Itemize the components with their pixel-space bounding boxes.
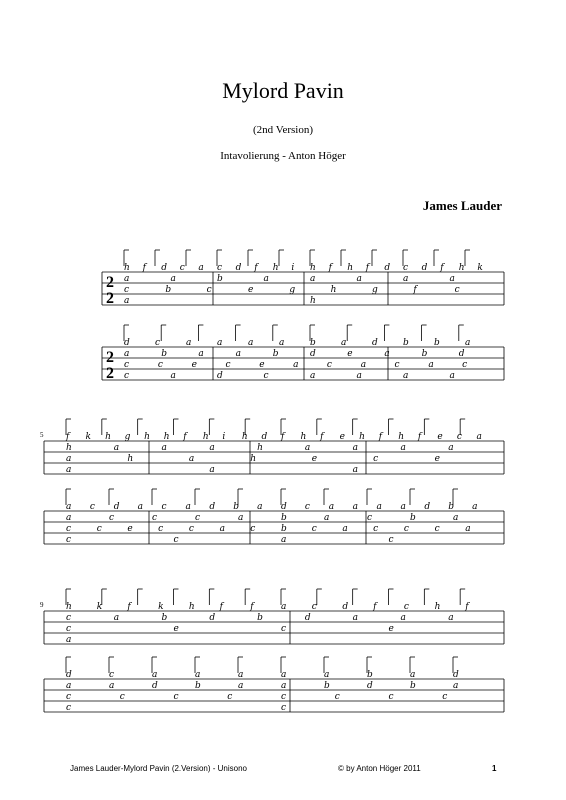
tab-letter: c — [334, 692, 340, 702]
tab-letter: a — [304, 443, 311, 453]
tab-letter: c — [250, 524, 256, 534]
tab-letter: a — [248, 338, 254, 348]
tab-letter: e — [248, 285, 254, 295]
tab-letter: d — [209, 613, 216, 623]
tab-letter: c — [388, 535, 394, 545]
tab-letter: c — [281, 624, 287, 634]
tab-letter: d — [261, 432, 268, 442]
tab-letter: c — [124, 360, 130, 370]
tab-letter: c — [434, 524, 440, 534]
tab-letter: a — [281, 535, 287, 545]
tab-letter: a — [472, 502, 478, 512]
tab-letter: h — [188, 602, 195, 612]
tab-letter: a — [219, 524, 225, 534]
tab-letter: f — [365, 263, 370, 273]
tab-letter: c — [66, 703, 72, 713]
tab-letter: a — [465, 524, 471, 534]
tab-letter: c — [217, 263, 223, 273]
tab-letter: c — [158, 524, 164, 534]
tab-letter: d — [152, 681, 158, 691]
tab-letter: a — [235, 349, 241, 359]
tab-letter: b — [367, 670, 373, 680]
tab-letter: a — [263, 274, 269, 284]
tab-letter: f — [66, 432, 70, 442]
tab-letter: h — [202, 432, 209, 442]
tab-letter: h — [434, 602, 441, 612]
tab-letter: c — [188, 524, 194, 534]
tab-letter: a — [217, 338, 223, 348]
tab-letter: a — [161, 443, 167, 453]
tab-letter: a — [356, 371, 362, 381]
time-signature-bottom: 2 — [106, 365, 114, 382]
tab-letter: e — [127, 524, 133, 534]
tab-letter: a — [352, 613, 359, 623]
tab-letter: c — [195, 513, 201, 523]
time-signature-bottom: 2 — [106, 290, 114, 307]
tab-letter: d — [304, 613, 311, 623]
tab-letter: c — [66, 535, 72, 545]
tab-letter: g — [124, 432, 131, 442]
tab-letter: d — [209, 502, 216, 512]
tab-letter: f — [281, 432, 285, 442]
tab-letter: c — [462, 360, 468, 370]
tab-letter: a — [324, 513, 330, 523]
tab-letter: a — [448, 443, 454, 453]
tab-letter: a — [310, 371, 316, 381]
tab-letter: e — [434, 454, 440, 464]
time-signature-top: 2 — [106, 349, 114, 366]
tab-letter: a — [356, 274, 362, 284]
tab-letter: c — [173, 535, 179, 545]
tab-letter: b — [310, 338, 316, 348]
tab-letter: a — [453, 513, 459, 523]
measure-number: 9 — [40, 601, 44, 609]
tab-letter: a — [400, 502, 406, 512]
tab-letter: f — [378, 432, 383, 442]
tab-letter: a — [281, 602, 287, 612]
tab-letter: h — [241, 432, 248, 442]
tab-letter: a — [124, 296, 130, 306]
tab-letter: a — [113, 443, 120, 453]
tab-letter: h — [300, 432, 307, 442]
footer-left: James Lauder-Mylord Pavin (2.Version) - Unisono — [70, 764, 247, 773]
tab-letter: e — [437, 432, 443, 442]
tab-letter: a — [352, 443, 359, 453]
tab-letter: a — [310, 274, 316, 284]
tab-letter: b — [421, 349, 428, 359]
tab-letter: a — [257, 502, 263, 512]
tab-letter: a — [238, 513, 244, 523]
tab-letter: a — [113, 613, 120, 623]
tab-letter: f — [142, 263, 146, 273]
tab-letter: c — [326, 360, 332, 370]
tab-letter: f — [465, 602, 469, 612]
tab-letter: c — [119, 692, 125, 702]
tab-letter: c — [173, 692, 179, 702]
tab-letter: a — [342, 524, 348, 534]
tab-letter: b — [410, 681, 416, 691]
tab-letter: a — [238, 670, 244, 680]
tab-letter: a — [198, 263, 204, 273]
tab-letter: a — [403, 274, 409, 284]
tab-letter: c — [124, 371, 130, 381]
tab-letter: a — [352, 465, 359, 475]
tab-letter: a — [137, 502, 144, 512]
tab-letter: e — [347, 349, 353, 359]
tab-letter: g — [289, 285, 296, 295]
tab-letter: a — [66, 454, 72, 464]
tab-letter: f — [254, 263, 258, 273]
tab-letter: c — [403, 602, 409, 612]
tab-letter: h — [347, 263, 353, 273]
tab-letter: c — [403, 263, 409, 273]
tab-letter: k — [85, 432, 92, 442]
tab-letter: f — [328, 263, 332, 273]
tab-letter: h — [272, 263, 279, 273]
tab-letter: a — [428, 360, 434, 370]
page-number: 1 — [492, 764, 497, 773]
tab-letter: a — [66, 513, 72, 523]
tab-letter: e — [173, 624, 179, 634]
time-signature-top: 2 — [106, 274, 114, 291]
tab-letter: c — [454, 285, 460, 295]
tab-letter: a — [448, 613, 454, 623]
tab-letter: d — [453, 670, 459, 680]
tab-letter: a — [170, 274, 176, 284]
tab-letter: a — [188, 454, 195, 464]
tab-letter: a — [209, 443, 215, 453]
tab-letter: a — [170, 371, 176, 381]
tab-letter: h — [257, 443, 263, 453]
tab-letter: f — [127, 602, 131, 612]
tab-letter: c — [311, 524, 317, 534]
tab-letter: d — [424, 502, 431, 512]
tab-letter: c — [161, 502, 167, 512]
tab-letter: c — [367, 513, 373, 523]
tab-letter: b — [257, 613, 263, 623]
tab-letter: h — [124, 263, 130, 273]
tab-letter: d — [372, 338, 378, 348]
tab-letter: a — [66, 635, 72, 645]
tab-letter: c — [152, 513, 158, 523]
tab-letter: a — [384, 349, 390, 359]
tab-letter: d — [281, 502, 287, 512]
tab-letter: a — [352, 502, 359, 512]
tab-letter: b — [281, 524, 287, 534]
arranger-line: Intavolierung - Anton Höger — [220, 150, 346, 162]
tab-letter: h — [105, 432, 111, 442]
measure-number: 5 — [40, 431, 44, 439]
tab-letter: c — [157, 360, 163, 370]
tab-letter: a — [66, 502, 72, 512]
tab-letter: h — [127, 454, 134, 464]
tab-letter: a — [195, 670, 201, 680]
tab-letter: a — [465, 338, 471, 348]
tab-letter: c — [373, 454, 379, 464]
tab-letter: d — [113, 502, 120, 512]
tab-letter: b — [272, 349, 279, 359]
tab-letter: a — [376, 502, 382, 512]
tab-letter: c — [456, 432, 462, 442]
tab-letter: i — [222, 432, 226, 442]
tab-letter: b — [233, 502, 239, 512]
tab-letter: c — [388, 692, 394, 702]
tab-letter: h — [144, 432, 150, 442]
tab-letter: h — [359, 432, 365, 442]
tab-letter: a — [281, 670, 287, 680]
page-title: Mylord Pavin — [222, 78, 344, 103]
tab-letter: k — [158, 602, 164, 612]
composer-name: James Lauder — [422, 198, 502, 213]
tab-letter: b — [434, 338, 440, 348]
tab-letter: h — [310, 263, 316, 273]
tab-letter: b — [281, 513, 287, 523]
tab-letter: f — [413, 285, 417, 295]
tab-letter: c — [66, 624, 72, 634]
tab-letter: a — [209, 465, 215, 475]
subtitle: (2nd Version) — [253, 124, 313, 136]
tab-letter: a — [328, 502, 335, 512]
tab-letter: c — [304, 502, 310, 512]
tab-letter: b — [448, 502, 454, 512]
tab-letter: f — [219, 602, 223, 612]
tab-letter: b — [161, 349, 167, 359]
tab-letter: c — [66, 613, 72, 623]
tab-letter: a — [410, 670, 416, 680]
tab-letter: c — [225, 360, 231, 370]
tab-letter: e — [259, 360, 265, 370]
tab-letter: a — [341, 338, 347, 348]
tab-letter: c — [66, 524, 72, 534]
tab-letter: a — [279, 338, 285, 348]
tab-letter: c — [124, 285, 130, 295]
tab-letter: a — [453, 681, 459, 691]
tab-letter: d — [235, 263, 242, 273]
tab-letter: k — [477, 263, 483, 273]
tab-letter: d — [421, 263, 428, 273]
tab-letter: c — [179, 263, 185, 273]
tab-letter: c — [281, 703, 287, 713]
tab-letter: f — [183, 432, 187, 442]
tab-letter: f — [250, 602, 254, 612]
footer-right: © by Anton Höger 2011 — [338, 764, 421, 773]
tab-letter: c — [373, 524, 379, 534]
tab-letter: c — [442, 692, 448, 702]
tab-letter: e — [388, 624, 394, 634]
tab-letter: c — [394, 360, 400, 370]
tab-letter: a — [449, 274, 455, 284]
tab-letter: h — [163, 432, 170, 442]
tab-letter: a — [66, 465, 72, 475]
tab-letter: a — [185, 502, 191, 512]
tab-letter: c — [96, 524, 102, 534]
tab-letter: a — [109, 681, 115, 691]
tab-letter: b — [165, 285, 172, 295]
tab-letter: h — [66, 443, 72, 453]
tab-letter: b — [410, 513, 416, 523]
tab-letter: a — [400, 613, 406, 623]
tab-letter: d — [384, 263, 391, 273]
tab-letter: a — [360, 360, 367, 370]
tab-letter: h — [310, 296, 316, 306]
tab-letter: h — [66, 602, 72, 612]
tab-letter: a — [293, 360, 299, 370]
tab-letter: c — [403, 524, 409, 534]
tab-letter: e — [339, 432, 345, 442]
tab-letter: a — [238, 681, 244, 691]
tab-letter: e — [191, 360, 197, 370]
tab-letter: d — [217, 371, 223, 381]
tab-letter: a — [476, 432, 482, 442]
tab-letter: a — [449, 371, 455, 381]
tab-letter: d — [458, 349, 465, 359]
tab-letter: f — [440, 263, 444, 273]
tab-letter: b — [403, 338, 409, 348]
tab-letter: a — [66, 681, 72, 691]
tab-letter: a — [186, 338, 192, 348]
tab-letter: h — [250, 454, 257, 464]
tab-letter: d — [367, 681, 373, 691]
tab-letter: g — [372, 285, 378, 295]
tab-letter: h — [398, 432, 405, 442]
tab-letter: c — [206, 285, 212, 295]
tab-letter: d — [161, 263, 167, 273]
tab-letter: f — [320, 432, 324, 442]
tab-letter: h — [330, 285, 337, 295]
tab-letter: c — [263, 371, 269, 381]
tab-letter: f — [373, 602, 377, 612]
tab-letter: a — [198, 349, 204, 359]
tab-letter: d — [124, 338, 130, 348]
tab-letter: c — [109, 670, 115, 680]
tab-letter: c — [311, 602, 317, 612]
tab-letter: b — [217, 274, 223, 284]
tab-letter: d — [66, 670, 72, 680]
tab-letter: c — [281, 692, 287, 702]
tab-letter: a — [124, 349, 130, 359]
tab-letter: c — [66, 692, 72, 702]
tab-letter: a — [400, 443, 406, 453]
tab-letter: f — [417, 432, 422, 442]
tab-letter: c — [155, 338, 161, 348]
tab-letter: k — [96, 602, 103, 612]
tab-letter: c — [89, 502, 95, 512]
tab-letter: b — [195, 681, 201, 691]
tab-letter: c — [109, 513, 115, 523]
tab-letter: c — [227, 692, 233, 702]
tab-letter: a — [281, 681, 287, 691]
tab-letter: b — [161, 613, 168, 623]
tab-letter: d — [342, 602, 349, 612]
tab-letter: e — [311, 454, 318, 464]
tab-letter: i — [291, 263, 295, 273]
tab-letter: a — [124, 274, 130, 284]
tab-letter: a — [403, 371, 409, 381]
tab-letter: a — [152, 670, 158, 680]
tab-letter: d — [310, 349, 316, 359]
tab-letter: h — [458, 263, 465, 273]
tab-letter: b — [324, 681, 330, 691]
tab-letter: a — [324, 670, 330, 680]
